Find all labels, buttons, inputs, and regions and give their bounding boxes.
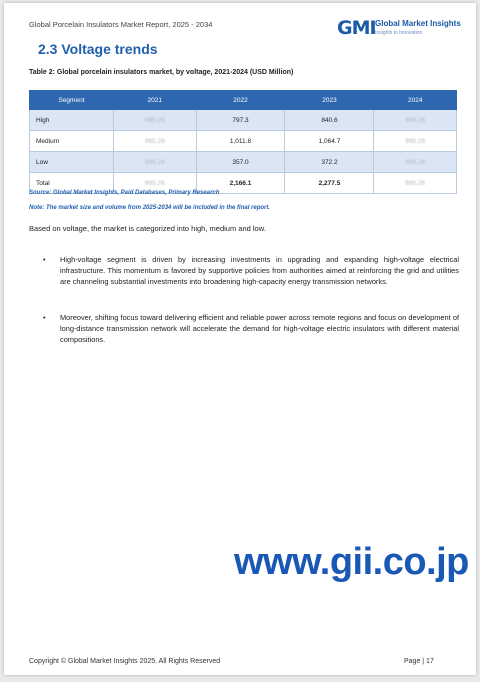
column-header-2024: 2024 bbox=[374, 91, 457, 110]
segment-cell: Total bbox=[30, 173, 114, 194]
report-page bbox=[4, 3, 476, 675]
column-header-2022: 2022 bbox=[196, 91, 285, 110]
value-cell-2023: 1,064.7 bbox=[285, 131, 374, 152]
segment-cell: High bbox=[30, 110, 114, 131]
gmi-logo bbox=[337, 17, 459, 41]
column-header-2021: 2021 bbox=[114, 91, 197, 110]
bullet-icon: • bbox=[43, 313, 46, 322]
watermark: www.gii.co.jp bbox=[234, 541, 469, 583]
table-source: Source: Global Market Insights, Paid Databases, Primary Research bbox=[29, 190, 220, 196]
bullet-item bbox=[43, 312, 459, 345]
value-cell-2022: 1,011.8 bbox=[196, 131, 285, 152]
value-cell-2023: 840.6 bbox=[285, 110, 374, 131]
value-cell-2024 bbox=[374, 131, 457, 152]
value-cell-2022: 357.0 bbox=[196, 152, 285, 173]
logo-name: Global Market Insights bbox=[375, 19, 461, 28]
value-cell-2023: 372.2 bbox=[285, 152, 374, 173]
table-caption: Table 2: Global porcelain insulators market, by voltage, 2021-2024 (USD Million) bbox=[29, 69, 294, 76]
table-note: Note: The market size and volume from 2025-2034 will be included in the final report. bbox=[29, 205, 271, 211]
table-row-high bbox=[30, 110, 457, 131]
voltage-table bbox=[29, 90, 457, 194]
logo-tagline: Insights to Innovation bbox=[375, 30, 423, 36]
section-title: 2.3 Voltage trends bbox=[38, 41, 158, 57]
value-cell-2021 bbox=[114, 152, 197, 173]
blurred-value: 995.26 bbox=[144, 137, 165, 145]
segment-cell: Medium bbox=[30, 131, 114, 152]
bullet-text: Moreover, shifting focus toward delivering efficient and reliable power across remote regions and focus on development of long-distance transmission network will accelerate the demand for high-voltage electric insulators with different material compositions. bbox=[60, 313, 459, 344]
bullet-icon: • bbox=[43, 255, 46, 264]
blurred-value: 995.26 bbox=[405, 116, 426, 124]
table-row-low bbox=[30, 152, 457, 173]
blurred-value: 995.26 bbox=[144, 116, 165, 124]
blurred-value: 995.26 bbox=[405, 137, 426, 145]
column-header-2023: 2023 bbox=[285, 91, 374, 110]
table-row-medium bbox=[30, 131, 457, 152]
blurred-value: 995.26 bbox=[405, 158, 426, 166]
value-cell-2022: 797.3 bbox=[196, 110, 285, 131]
blurred-value: 995.26 bbox=[405, 179, 426, 187]
intro-paragraph: Based on voltage, the market is categorized into high, medium and low. bbox=[29, 224, 266, 233]
segment-cell: Low bbox=[30, 152, 114, 173]
table-header-row bbox=[30, 91, 457, 110]
footer-page-number: Page | 17 bbox=[404, 658, 434, 665]
report-header-title: Global Porcelain Insulators Market Report, 2025 - 2034 bbox=[29, 20, 213, 29]
value-cell-2022: 2,166.1 bbox=[196, 173, 285, 194]
value-cell-2024 bbox=[374, 110, 457, 131]
logo-mark: GMI bbox=[337, 17, 376, 39]
value-cell-2021 bbox=[114, 131, 197, 152]
value-cell-2021 bbox=[114, 110, 197, 131]
value-cell-2024 bbox=[374, 152, 457, 173]
blurred-value: 995.26 bbox=[144, 179, 165, 187]
column-header-segment: Segment bbox=[30, 91, 114, 110]
bullet-item bbox=[43, 254, 459, 287]
footer-copyright: Copyright © Global Market Insights 2025. All Rights Reserved bbox=[29, 658, 221, 665]
blurred-value: 995.26 bbox=[144, 158, 165, 166]
bullet-text: High-voltage segment is driven by increasing investments in upgrading and expanding high-voltage electrical infrastructure. This momentum is favored by supportive policies from authorities aimed at reinforcing the grid and utilities are channeling substantial investments into broadening high-capacity energy transmission networks. bbox=[60, 255, 459, 286]
value-cell-2023: 2,277.5 bbox=[285, 173, 374, 194]
value-cell-2024 bbox=[374, 173, 457, 194]
